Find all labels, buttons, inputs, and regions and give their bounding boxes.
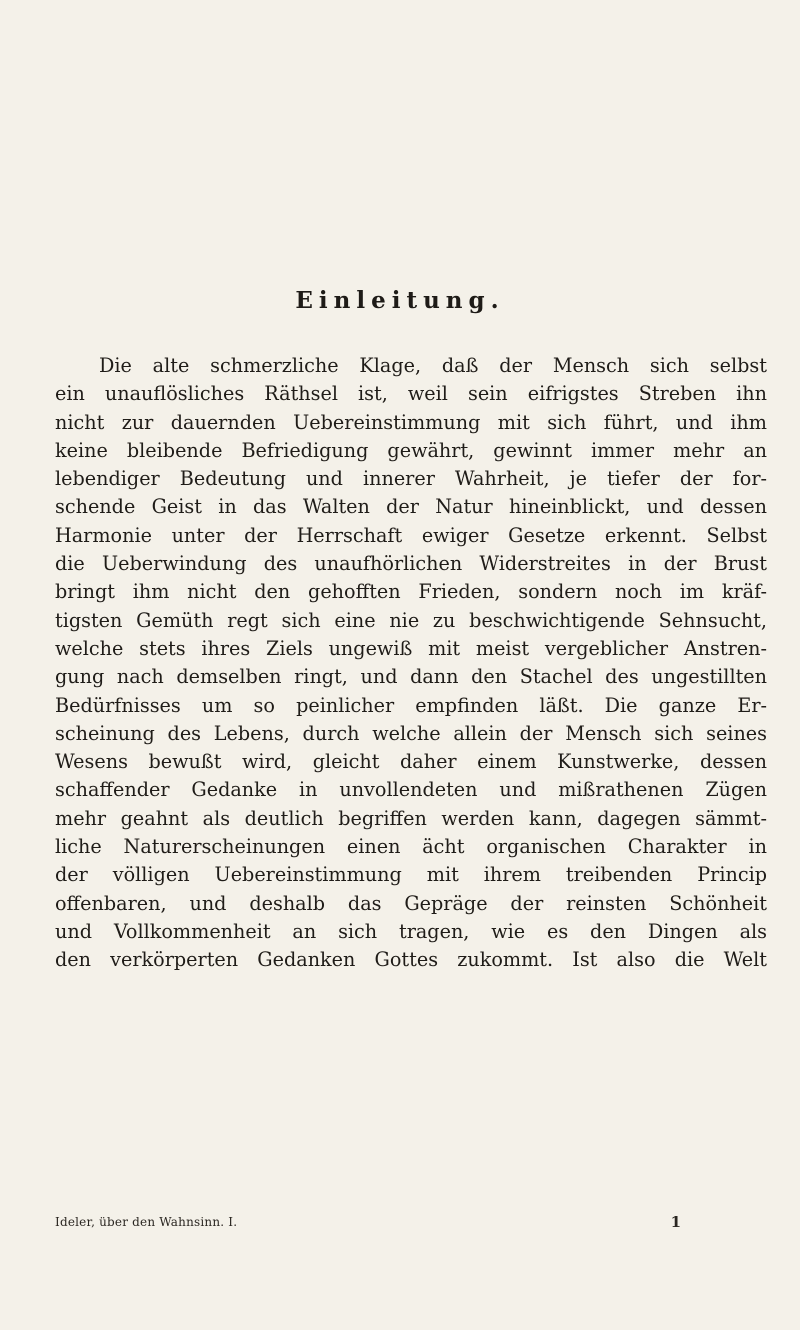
sheet-signature: Ideler, über den Wahnsinn. I. — [55, 1215, 238, 1229]
text-line: mehr geahnt als deutlich begriffen werden kann, dagegen sämmt- — [55, 806, 767, 830]
text-line: Bedürfnisses um so peinlicher empfinden läßt. Die ganze Er- — [55, 693, 767, 717]
text-line: und Vollkommenheit an sich tragen, wie es den Dingen als — [55, 919, 767, 943]
text-line: Harmonie unter der Herrschaft ewiger Gesetze erkennt. Selbst — [55, 523, 767, 547]
text-line: nicht zur dauernden Uebereinstimmung mit sich führt, und ihm — [55, 410, 767, 434]
text-line: der völligen Uebereinstimmung mit ihrem treibenden Princip — [55, 863, 767, 887]
text-line: scheinung des Lebens, durch welche allein der Mensch sich seines — [55, 721, 767, 745]
chapter-heading: Einleitung. — [295, 287, 505, 314]
text-line: schende Geist in das Walten der Natur hineinblickt, und dessen — [55, 495, 767, 519]
body-text — [55, 352, 767, 975]
text-line: ein unauflösliches Räthsel ist, weil sein eifrigstes Streben ihn — [55, 382, 767, 406]
text-line: liche Naturerscheinungen einen ächt organischen Charakter in — [55, 835, 767, 859]
text-line: tigsten Gemüth regt sich eine nie zu beschwichtigende Sehnsucht, — [55, 608, 767, 632]
page-footer — [55, 1215, 767, 1233]
text-line: die Ueberwindung des unaufhörlichen Widerstreites in der Brust — [55, 552, 767, 576]
text-line: lebendiger Bedeutung und innerer Wahrheit, je tiefer der for- — [55, 467, 767, 491]
text-line: keine bleibende Befriedigung gewährt, gewinnt immer mehr an — [55, 438, 767, 462]
text-line: Wesens bewußt wird, gleicht daher einem Kunstwerke, dessen — [55, 750, 767, 774]
text-line: bringt ihm nicht den gehofften Frieden, sondern noch im kräf- — [55, 580, 767, 604]
sheet-number: 1 — [670, 1213, 681, 1231]
text-line: gung nach demselben ringt, und dann den Stachel des ungestillten — [55, 665, 767, 689]
text-line: welche stets ihres Ziels ungewiß mit meist vergeblicher Anstren- — [55, 636, 767, 660]
text-line: offenbaren, und deshalb das Gepräge der reinsten Schönheit — [55, 891, 767, 915]
text-line: den verkörperten Gedanken Gottes zukommt. Ist also die Welt — [55, 948, 767, 972]
text-line: schaffender Gedanke in unvollendeten und mißrathenen Zügen — [55, 778, 767, 802]
text-line: Die alte schmerzliche Klage, daß der Mensch sich selbst — [99, 354, 767, 377]
